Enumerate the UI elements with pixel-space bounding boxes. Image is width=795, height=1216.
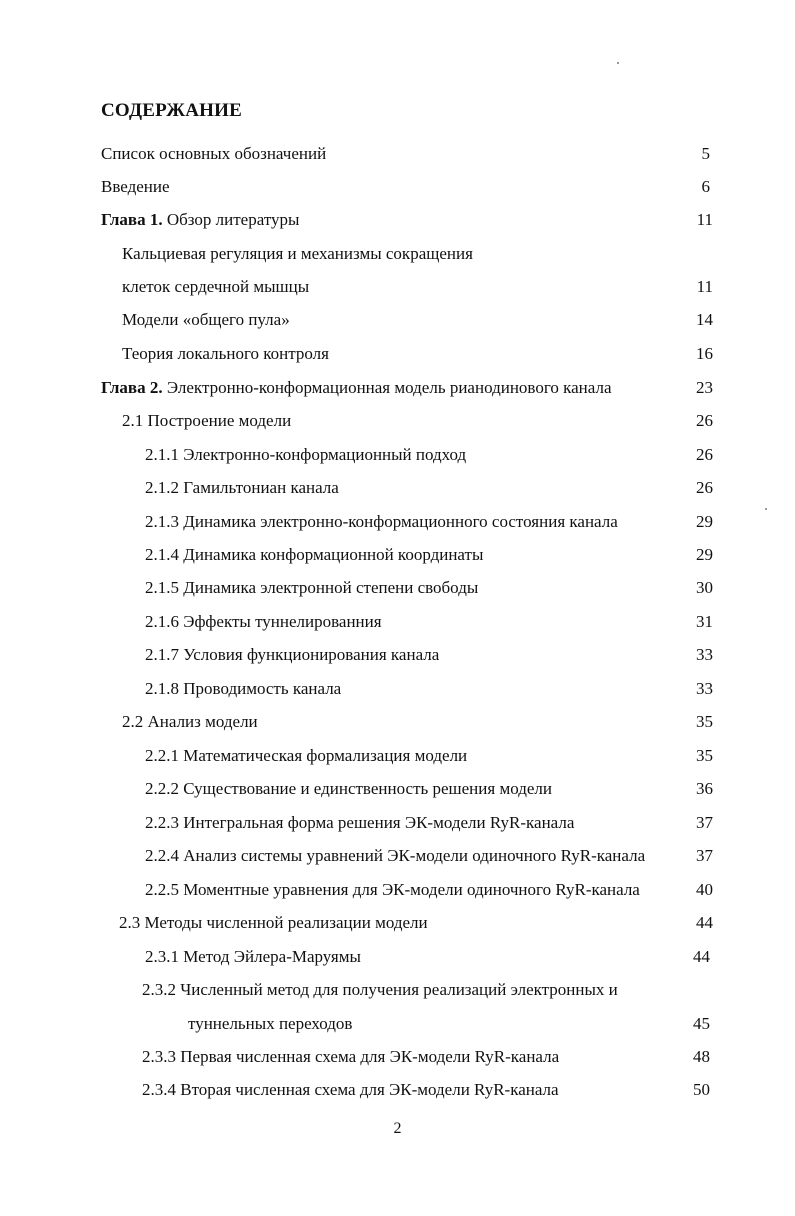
toc-entry [142, 978, 710, 1002]
toc-entry-page: 40 [696, 880, 713, 899]
toc-entry-text: клеток сердечной мышцы [122, 277, 310, 296]
toc-entry-page: 48 [693, 1047, 710, 1066]
toc-entry-page: 44 [696, 913, 713, 932]
toc-entry [145, 543, 713, 567]
toc-entry [145, 878, 713, 902]
toc-entry [122, 342, 713, 366]
toc-entry [188, 1012, 710, 1036]
toc-entry-text: 2.1.8 Проводимость канала [145, 679, 342, 698]
toc-entry-text: 2.1.3 Динамика электронно-конформационного состояния канала [145, 512, 618, 531]
toc-entry-text: 2.1.5 Динамика электронной степени свободы [145, 578, 479, 597]
toc-entry-page: 35 [696, 712, 713, 731]
toc-entry [122, 409, 713, 433]
toc-entry-text: 2.2.2 Существование и единственность решения модели [145, 779, 552, 798]
toc-entry-text: 2.3.3 Первая численная схема для ЭК-модели RyR-канала [142, 1047, 560, 1066]
toc-entry-page: 23 [696, 378, 713, 397]
toc-entry [122, 308, 713, 332]
toc-entry-page: 31 [696, 612, 713, 631]
toc-entry-page: 11 [696, 210, 713, 229]
toc-entry [145, 945, 710, 969]
scan-speck [765, 508, 767, 510]
toc-entry [145, 844, 713, 868]
toc-entry-text: туннельных переходов [188, 1014, 353, 1033]
toc-entry-page: 45 [693, 1014, 710, 1033]
scan-speck [617, 62, 619, 64]
toc-entry-text: 2.3 Методы численной реализации модели [119, 913, 428, 932]
toc-entry [122, 242, 713, 266]
toc-entry-text: 2.1.2 Гамильтониан канала [145, 478, 339, 497]
toc-entry [145, 476, 713, 500]
toc-entry-text: 2.1.6 Эффекты туннелированния [145, 612, 382, 631]
toc-entry-text: Теория локального контроля [122, 344, 329, 363]
toc-entry-page: 26 [696, 445, 713, 464]
toc-chapter [101, 376, 713, 400]
toc-entry [145, 443, 713, 467]
toc-entry-page: 11 [696, 277, 713, 296]
toc-entry [119, 911, 713, 935]
toc-entry-page: 26 [696, 478, 713, 497]
toc-entry [145, 677, 713, 701]
toc-entry-page: 6 [701, 177, 710, 196]
toc-entry-text: Список основных обозначений [101, 144, 327, 163]
toc-entry [145, 643, 713, 667]
toc-entry-text: 2.3.4 Вторая численная схема для ЭК-модели RyR-канала [142, 1080, 559, 1099]
toc-entry-text: 2.3.2 Численный метод для получения реализаций электронных и [142, 980, 618, 999]
toc-entry-text: 2.1.7 Условия функционирования канала [145, 645, 440, 664]
toc-entry-text: 2.2.5 Моментные уравнения для ЭК-модели одиночного RyR-канала [145, 880, 640, 899]
toc-entry [145, 510, 713, 534]
toc-entry-text: 2.2.4 Анализ системы уравнений ЭК-модели одиночного RyR-канала [145, 846, 646, 865]
toc-entry-text: Кальциевая регуляция и механизмы сокращения [122, 244, 473, 263]
toc-entry-page: 16 [696, 344, 713, 363]
toc-entry-text: 2.3.1 Метод Эйлера-Маруямы [145, 947, 361, 966]
toc-entry-page: 33 [696, 679, 713, 698]
toc-entry-page: 33 [696, 645, 713, 664]
toc-entry-page: 36 [696, 779, 713, 798]
toc-entry [145, 576, 713, 600]
toc-entry [101, 175, 710, 199]
toc-entry-page: 29 [696, 512, 713, 531]
toc-entry [142, 1078, 710, 1102]
toc-entry-text: 2.1.1 Электронно-конформационный подход [145, 445, 467, 464]
toc-entry-text: 2.2.3 Интегральная форма решения ЭК-модели RyR-канала [145, 813, 575, 832]
toc-entry-text: 2.1.4 Динамика конформационной координаты [145, 545, 484, 564]
toc-entry [122, 275, 713, 299]
toc-entry-text: Модели «общего пула» [122, 310, 290, 329]
toc-entry-page: 5 [701, 144, 710, 163]
toc-entry-page: 50 [693, 1080, 710, 1099]
toc-entry-page: 26 [696, 411, 713, 430]
toc-entry-page: 37 [696, 813, 713, 832]
page-number: 2 [393, 1120, 402, 1137]
chapter-label: Глава 1. [101, 210, 163, 229]
toc-entry-page: 44 [693, 947, 710, 966]
toc-entry [142, 1045, 710, 1069]
toc-entry [145, 744, 713, 768]
toc-entry-page: 14 [696, 310, 713, 329]
toc-entry [101, 142, 710, 166]
toc-entry-page: 30 [696, 578, 713, 597]
toc-entry-text: Введение [101, 177, 170, 196]
page-title: СОДЕРЖАНИЕ [101, 100, 242, 121]
toc-entry [145, 811, 713, 835]
toc-entry-text: 2.2.1 Математическая формализация модели [145, 746, 468, 765]
toc-entry-page: 35 [696, 746, 713, 765]
toc-entry-page: 37 [696, 846, 713, 865]
toc-entry [122, 710, 713, 734]
toc-entry [145, 777, 713, 801]
toc-entry-text: 2.2 Анализ модели [122, 712, 258, 731]
toc-chapter [101, 208, 713, 232]
toc-entry-page: 29 [696, 545, 713, 564]
toc-entry-text: 2.1 Построение модели [122, 411, 292, 430]
chapter-label: Глава 2. [101, 378, 163, 397]
toc-entry-text: Электронно-конформационная модель рианодинового канала [162, 378, 612, 397]
toc-entry-text: Обзор литературы [162, 210, 300, 229]
toc-entry [145, 610, 713, 634]
